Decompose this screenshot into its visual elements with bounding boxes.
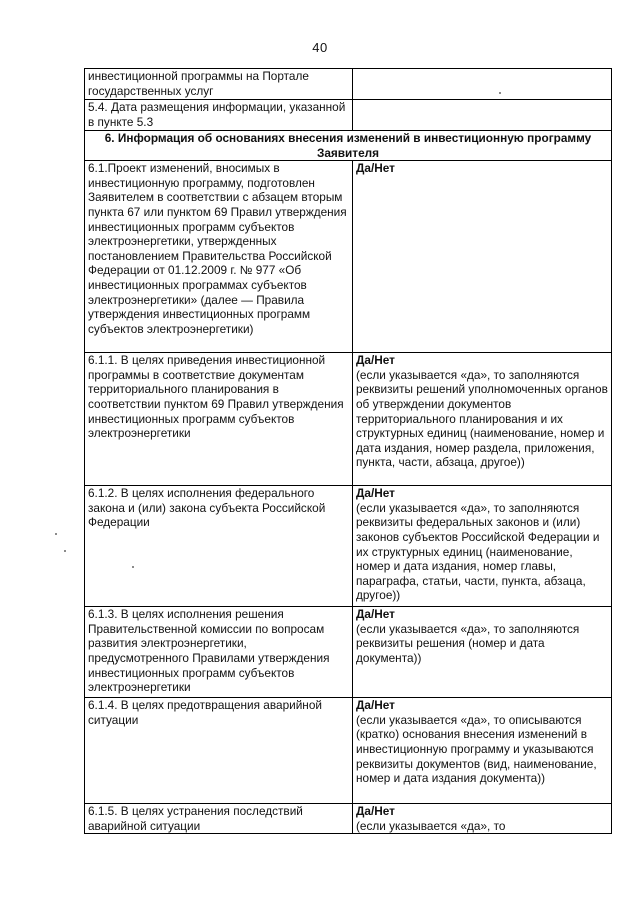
table-cell-value xyxy=(353,100,612,131)
table-row xyxy=(85,486,612,607)
table-row xyxy=(85,69,612,100)
yes-no-label: Да/Нет xyxy=(356,804,395,819)
field-note: (если указывается «да», то заполняются реквизиты решений уполномоченных органов об утверждении документов территориального планирования и их структурных единиц (наименование, номер и дата издания, номер раздела, приложения, пункта, части, абзаца, другое)) xyxy=(356,367,608,470)
table-cell-value xyxy=(353,804,612,834)
document-table xyxy=(84,68,612,834)
table-cell-value xyxy=(353,486,612,607)
scan-speck xyxy=(499,92,501,94)
field-note: (если указывается «да», то xyxy=(356,818,506,833)
table-cell-value xyxy=(353,698,612,804)
field-note: (если указывается «да», то заполняются реквизиты федеральных законов и (или) законов субъектов Российской Федерации и их структурных единиц (наименование, номер и дата издания, номер главы, параграфа, статьи, части, пункта, абзаца, другое)) xyxy=(356,500,600,603)
yes-no-label: Да/Нет xyxy=(356,486,395,501)
scan-speck xyxy=(55,533,57,535)
table-row xyxy=(85,161,612,353)
table-row xyxy=(85,698,612,804)
table-cell-label: инвестиционной программы на Портале государственных услуг xyxy=(85,69,353,100)
table-cell-label: 6.1.2. В целях исполнения федерального закона и (или) закона субъекта Российской Федерации xyxy=(85,486,353,607)
table-row xyxy=(85,100,612,131)
yes-no-label: Да/Нет xyxy=(356,161,395,176)
table-row xyxy=(85,607,612,698)
table-cell-label: 6.1.5. В целях устранения последствий аварийной ситуации xyxy=(85,804,353,834)
yes-no-label: Да/Нет xyxy=(356,698,395,713)
field-note: (если указывается «да», то заполняются реквизиты решения (номер и дата документа)) xyxy=(356,621,580,665)
section-title: 6. Информация об основаниях внесения изменений в инвестиционную программу Заявителя xyxy=(85,131,612,161)
table-cell-value xyxy=(353,353,612,486)
table-row xyxy=(85,353,612,486)
table-cell-label: 6.1.3. В целях исполнения решения Правительственной комиссии по вопросам развития электроэнергетики, предусмотренного Правилами утверждения инвестиционных программ субъектов электроэнергетики xyxy=(85,607,353,698)
table-cell-label: 6.1.1. В целях приведения инвестиционной программы в соответствие документам территориального планирования в соответствии пунктом 69 Правил утверждения инвестиционных программ субъектов электроэнергетики xyxy=(85,353,353,486)
table-cell-label: 6.1.4. В целях предотвращения аварийной ситуации xyxy=(85,698,353,804)
table-cell-value xyxy=(353,69,612,100)
section-header-row xyxy=(85,131,612,161)
scan-speck xyxy=(64,550,66,552)
table-row xyxy=(85,804,612,834)
table-cell-value xyxy=(353,161,612,353)
field-note: (если указывается «да», то описываются (кратко) основания внесения изменений в инвестиционную программу и указываются реквизиты документов (вид, наименование, номер и дата издания документа)) xyxy=(356,712,597,786)
page-number: 40 xyxy=(312,40,328,55)
table-cell-label: 6.1.Проект изменений, вносимых в инвестиционную программу, подготовлен Заявителем в соответствии с абзацем вторым пункта 67 или пунктом 69 Правил утверждения инвестиционных программ субъектов электроэнергетики, утвержденных постановлением Правительства Российской Федерации от 01.12.2009 г. № 977 «Об инвестиционных программах субъектов электроэнергетики» (далее — Правила утверждения инвестиционных программ субъектов электроэнергетики) xyxy=(85,161,353,353)
yes-no-label: Да/Нет xyxy=(356,353,395,368)
table-cell-label: 5.4. Дата размещения информации, указанной в пункте 5.3 xyxy=(85,100,353,131)
table-cell-value xyxy=(353,607,612,698)
scan-speck xyxy=(132,566,134,568)
yes-no-label: Да/Нет xyxy=(356,607,395,622)
